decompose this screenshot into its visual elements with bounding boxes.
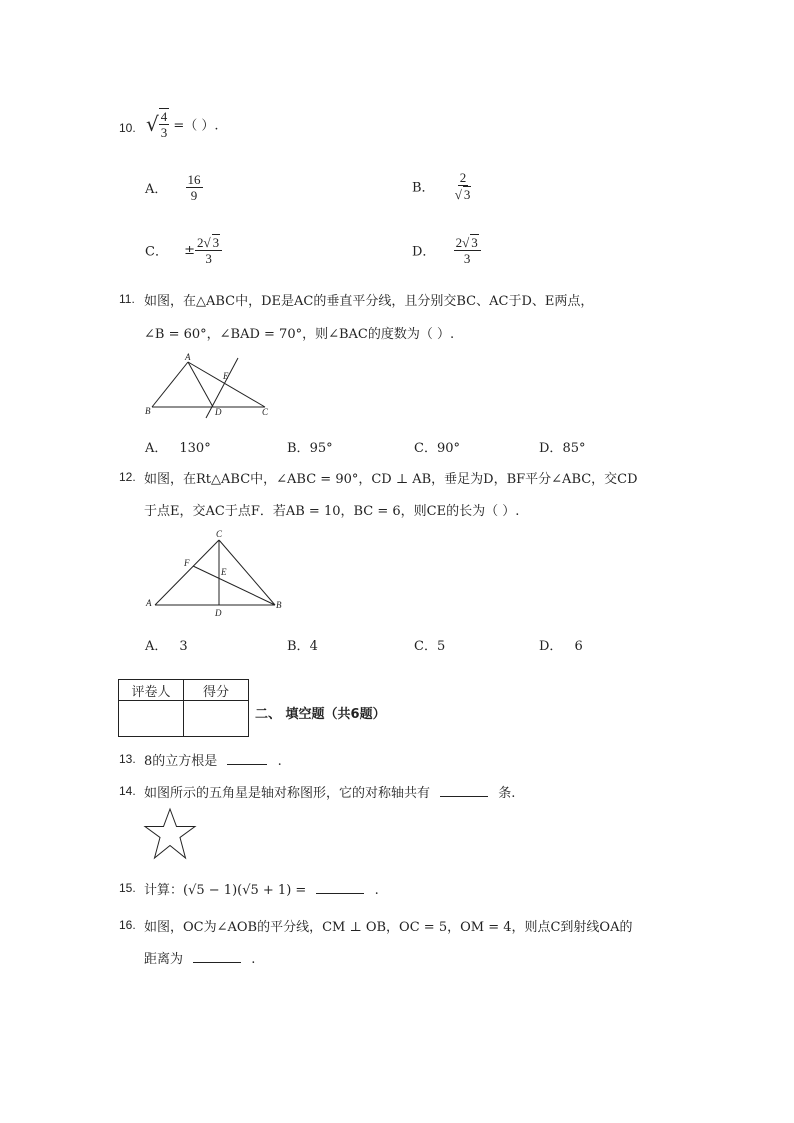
- option-value: 130°: [179, 441, 211, 456]
- grader-cell[interactable]: [119, 701, 184, 737]
- question-number: 13.: [119, 752, 136, 766]
- option-c: [414, 437, 460, 456]
- question-12-line-2: 于点E，交AC于点F．若AB = 10，BC = 6，则CE的长为（ ）.: [144, 504, 520, 519]
- question-12-figure: [140, 528, 290, 620]
- option-label: C．: [414, 441, 437, 456]
- answer-blank[interactable]: [227, 752, 267, 765]
- option-label: B．: [412, 180, 435, 196]
- segment-ac: [188, 362, 265, 407]
- option-value: 95°: [309, 441, 333, 456]
- question-11-line-2: ∠B = 60°，∠BAD = 70°，则∠BAC的度数为（ ）.: [144, 327, 455, 342]
- segment-bc: [219, 540, 275, 605]
- question-16-line-2: [144, 948, 255, 967]
- option-label: A．: [145, 182, 168, 197]
- option-value: 3: [179, 639, 188, 654]
- question-stem-tail: .: [251, 952, 256, 967]
- option-d: [539, 437, 585, 456]
- section-heading: 二、 填空题（共6题）: [255, 707, 386, 722]
- option-value: 5: [436, 639, 446, 654]
- answer-blank[interactable]: [316, 881, 364, 894]
- question-number: 12.: [119, 470, 136, 484]
- score-table: [118, 679, 249, 737]
- point-label: C: [216, 529, 223, 539]
- question-number: 16.: [119, 918, 136, 932]
- score-header: 得分: [184, 680, 249, 701]
- point-label: F: [184, 558, 190, 568]
- score-cell[interactable]: [184, 701, 249, 737]
- option-value: 90°: [436, 441, 460, 456]
- option-label: C．: [145, 244, 168, 260]
- option-label: D．: [539, 441, 563, 456]
- option-label: A．: [145, 441, 168, 456]
- coefficient: 2: [455, 235, 463, 250]
- answer-blank[interactable]: [193, 950, 241, 963]
- question-14-text: [144, 782, 515, 801]
- math-expression: (√5 − 1)(√5 + 1) =: [183, 883, 307, 898]
- fraction-denominator: 3: [205, 251, 212, 266]
- question-11-figure: [140, 350, 280, 420]
- radicand: 3: [471, 235, 478, 250]
- option-label: B．: [287, 639, 310, 654]
- question-stem-tail: .: [277, 754, 282, 769]
- point-label: B: [276, 600, 282, 610]
- question-16-line-1: 如图，OC为∠AOB的平分线，CM ⊥ OB，OC = 5，OM = 4，则点C到射线OA的: [144, 920, 633, 935]
- question-11-line-1: 如图，在△ABC中，DE是AC的垂直平分线，且分别交BC、AC于D、E两点，: [144, 294, 594, 309]
- fraction-numerator: 4: [160, 109, 168, 124]
- question-number: 14.: [119, 784, 136, 798]
- option-label: D．: [412, 244, 436, 260]
- answer-blank[interactable]: [440, 784, 488, 797]
- segment-bf: [193, 566, 275, 605]
- segment-ac: [155, 540, 219, 605]
- plus-minus-sign: ±: [184, 242, 195, 258]
- option-label: A．: [145, 639, 168, 654]
- question-number: 15.: [119, 881, 136, 895]
- radicand: 3: [463, 187, 471, 202]
- fraction-denominator: 3: [463, 251, 471, 266]
- point-label: B: [145, 406, 151, 416]
- point-label: E: [221, 567, 227, 577]
- point-label: D: [215, 407, 222, 417]
- fraction-numerator: 16: [187, 172, 201, 187]
- point-label: D: [215, 608, 222, 618]
- point-label: E: [223, 371, 229, 381]
- option-c: [414, 635, 445, 654]
- question-stem: 8的立方根是: [144, 754, 218, 769]
- radical-icon: √: [454, 187, 462, 202]
- radical-icon: √: [146, 112, 159, 136]
- option-c: [145, 234, 222, 266]
- question-13-text: [144, 750, 282, 769]
- question-number: 11.: [119, 292, 135, 306]
- option-a: [145, 635, 188, 654]
- option-d: [539, 635, 583, 654]
- option-b: [287, 437, 333, 456]
- point-label: A: [185, 352, 191, 362]
- option-value: 6: [574, 639, 583, 654]
- grader-header: 评卷人: [119, 680, 184, 701]
- question-stem-tail: .: [374, 883, 379, 898]
- point-label: A: [146, 598, 152, 608]
- question-stem: 如图所示的五角星是轴对称图形，它的对称轴共有: [144, 786, 431, 801]
- point-label: C: [262, 407, 269, 417]
- option-label: D．: [539, 639, 563, 654]
- question-stem: 距离为: [144, 952, 184, 967]
- option-label: B．: [287, 441, 310, 456]
- question-12-line-1: 如图，在Rt△ABC中，∠ABC = 90°，CD ⊥ AB，垂足为D，BF平分∠ABC，交CD: [144, 472, 638, 487]
- radical-icon: √: [462, 235, 470, 250]
- option-b: [412, 170, 473, 202]
- coefficient: 2: [197, 235, 204, 250]
- question-stem-tail: =（ ）.: [173, 118, 219, 134]
- question-number: 10.: [119, 121, 136, 135]
- option-d: [412, 234, 481, 266]
- fraction-denominator: 3: [160, 125, 168, 140]
- question-10-expression: [146, 108, 219, 140]
- radicand: 3: [212, 235, 220, 250]
- option-a: [145, 172, 203, 203]
- option-value: 85°: [562, 441, 586, 456]
- segment-ab: [152, 362, 188, 407]
- fraction-numerator: 2: [459, 170, 467, 185]
- option-label: C．: [414, 639, 437, 654]
- question-stem-tail: 条.: [498, 786, 516, 801]
- option-b: [287, 635, 318, 654]
- radical-icon: √: [203, 235, 211, 250]
- option-value: 4: [309, 639, 318, 654]
- question-15-text: [144, 879, 379, 898]
- question-stem: 计算：: [144, 883, 184, 898]
- option-a: [145, 437, 211, 456]
- star-icon: [143, 807, 197, 861]
- fraction-denominator: 9: [190, 188, 198, 203]
